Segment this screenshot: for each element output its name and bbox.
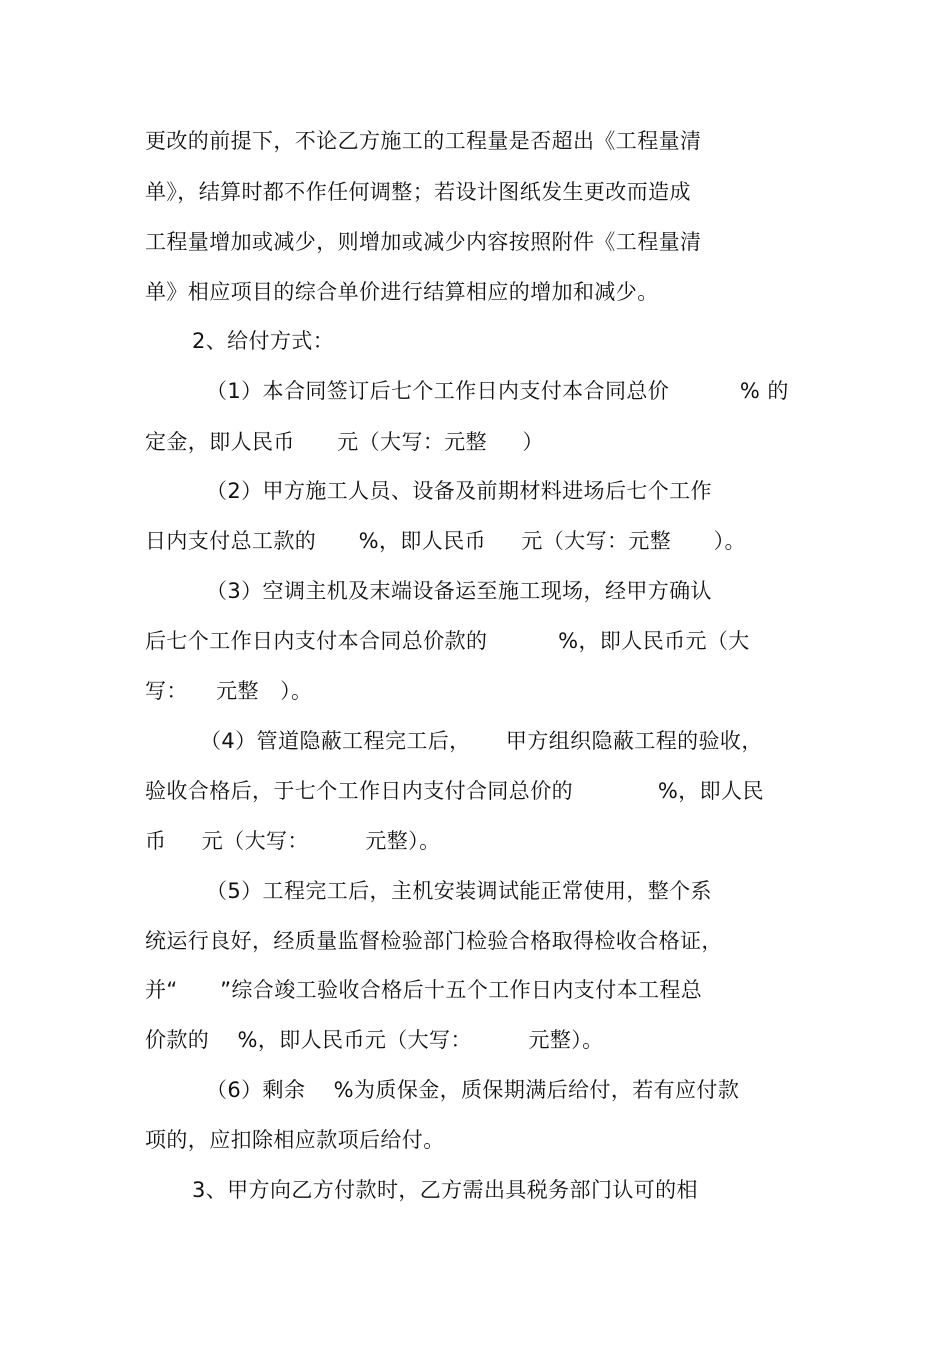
text-line: 并“ ”综合竣工验收合格后十五个工作日内支付本工程总	[145, 978, 703, 1002]
text-line: 验收合格后，于七个工作日内支付合同总价的 %，即人民	[145, 779, 764, 803]
text-line: 统运行良好，经质量监督检验部门检验合格取得检收合格证，	[145, 929, 723, 953]
text-line: 价款的 %，即人民币元（大写： 元整）。	[145, 1028, 604, 1052]
text-line: 项的，应扣除相应款项后给付。	[145, 1128, 445, 1152]
text-line: 币 元（大写： 元整）。	[145, 829, 441, 853]
text-line: 3、甲方向乙方付款时，乙方需出具税务部门认可的相	[192, 1178, 698, 1202]
section-heading: 2、给付方式：	[192, 329, 335, 353]
text-line: 日内支付总工款的 %，即人民币 元（大写：元整 ）。	[145, 529, 746, 553]
text-line: 单》，结算时都不作任何调整；若设计图纸发生更改而造成	[145, 180, 691, 204]
text-line: 单》相应项目的综合单价进行结算相应的增加和减少。	[145, 280, 659, 304]
text-line: 工程量增加或减少，则增加或减少内容按照附件《工程量清	[145, 230, 702, 254]
text-line: （6）剩余 %为质保金，质保期满后给付，若有应付款	[206, 1078, 740, 1102]
text-line: （1）本合同签订后七个工作日内支付本合同总价 % 的	[206, 379, 789, 403]
text-line: （3）空调主机及末端设备运至施工现场，经甲方确认	[206, 579, 712, 603]
text-line: 写： 元整 ）。	[145, 679, 313, 703]
text-line: （2）甲方施工人员、设备及前期材料进场后七个工作	[206, 479, 712, 503]
text-line: （5）工程完工后，主机安装调试能正常使用，整个系	[206, 879, 712, 903]
text-line: 定金，即人民币 元（大写：元整 ）	[145, 430, 544, 454]
text-line: （4）管道隐蔽工程完工后， 甲方组织隐蔽工程的验收，	[200, 729, 763, 753]
text-line: 更改的前提下，不论乙方施工的工程量是否超出《工程量清	[145, 129, 702, 153]
text-line: 后七个工作日内支付本合同总价款的 %，即人民币元（大	[145, 629, 750, 653]
